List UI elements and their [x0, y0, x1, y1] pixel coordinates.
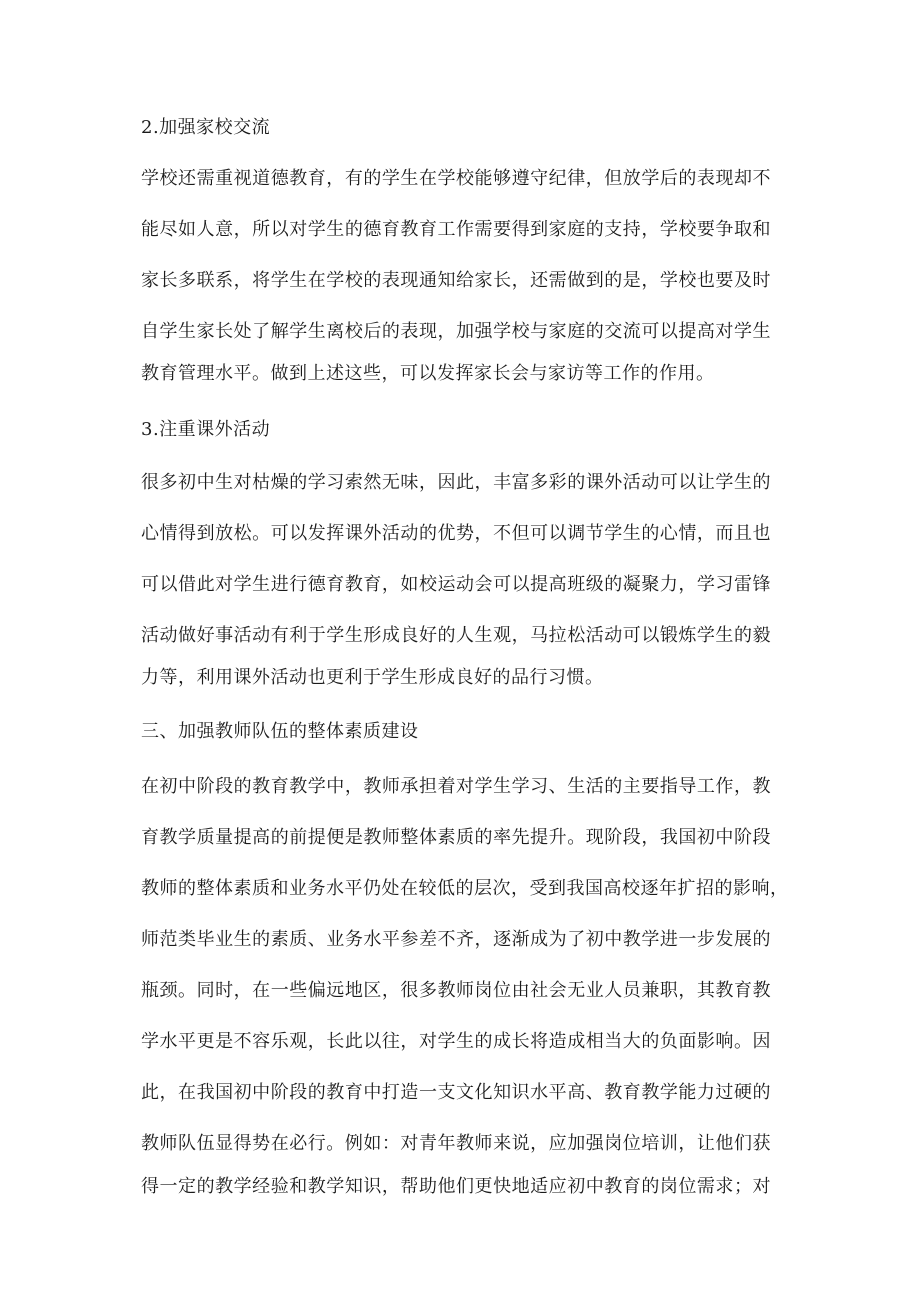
paragraph-line: 在初中阶段的教育教学中，教师承担着对学生学习、生活的主要指导工作，教: [141, 776, 771, 797]
paragraph-line: 可以借此对学生进行德育教育，如校运动会可以提高班级的凝聚力，学习雷锋: [141, 574, 771, 595]
paragraph-line: 学水平更是不容乐观，长此以往，对学生的成长将造成相当大的负面影响。因: [141, 1031, 771, 1052]
paragraph-line: 教师的整体素质和业务水平仍处在较低的层次，受到我国高校逐年扩招的影响，: [141, 878, 789, 899]
paragraph-line: 瓶颈。同时，在一些偏远地区，很多教师岗位由社会无业人员兼职，其教育教: [141, 980, 771, 1001]
paragraph-line: 此，在我国初中阶段的教育中打造一支文化知识水平高、教育教学能力过硬的: [141, 1082, 771, 1103]
paragraph-line: 家长多联系，将学生在学校的表现通知给家长，还需做到的是，学校也要及时: [141, 270, 771, 291]
paragraph-line: 教师队伍显得势在必行。例如：对青年教师来说，应加强岗位培训，让他们获: [141, 1133, 771, 1154]
paragraph-line: 自学生家长处了解学生离校后的表现，加强学校与家庭的交流可以提高对学生: [141, 321, 771, 342]
paragraph-line: 很多初中生对枯燥的学习索然无味，因此，丰富多彩的课外活动可以让学生的: [141, 472, 771, 493]
paragraph-line: 教育管理水平。做到上述这些，可以发挥家长会与家访等工作的作用。: [141, 363, 715, 384]
paragraph-line: 心情得到放松。可以发挥课外活动的优势，不但可以调节学生的心情，而且也: [141, 523, 771, 544]
paragraph-line: 力等，利用课外活动也更利于学生形成良好的品行习惯。: [141, 667, 604, 688]
section-heading: 3.注重课外活动: [141, 419, 271, 440]
paragraph-line: 活动做好事活动有利于学生形成良好的人生观，马拉松活动可以锻炼学生的毅: [141, 625, 771, 646]
paragraph-line: 能尽如人意，所以对学生的德育教育工作需要得到家庭的支持，学校要争取和: [141, 219, 771, 240]
section-heading: 2.加强家校交流: [141, 117, 271, 138]
paragraph-line: 学校还需重视道德教育，有的学生在学校能够遵守纪律，但放学后的表现却不: [141, 168, 771, 189]
paragraph-line: 育教学质量提高的前提便是教师整体素质的率先提升。现阶段，我国初中阶段: [141, 827, 771, 848]
section-heading: 三、加强教师队伍的整体素质建设: [141, 721, 419, 742]
paragraph-line: 得一定的教学经验和教学知识，帮助他们更快地适应初中教育的岗位需求；对: [141, 1176, 771, 1197]
paragraph-line: 师范类毕业生的素质、业务水平参差不齐，逐渐成为了初中教学进一步发展的: [141, 929, 771, 950]
